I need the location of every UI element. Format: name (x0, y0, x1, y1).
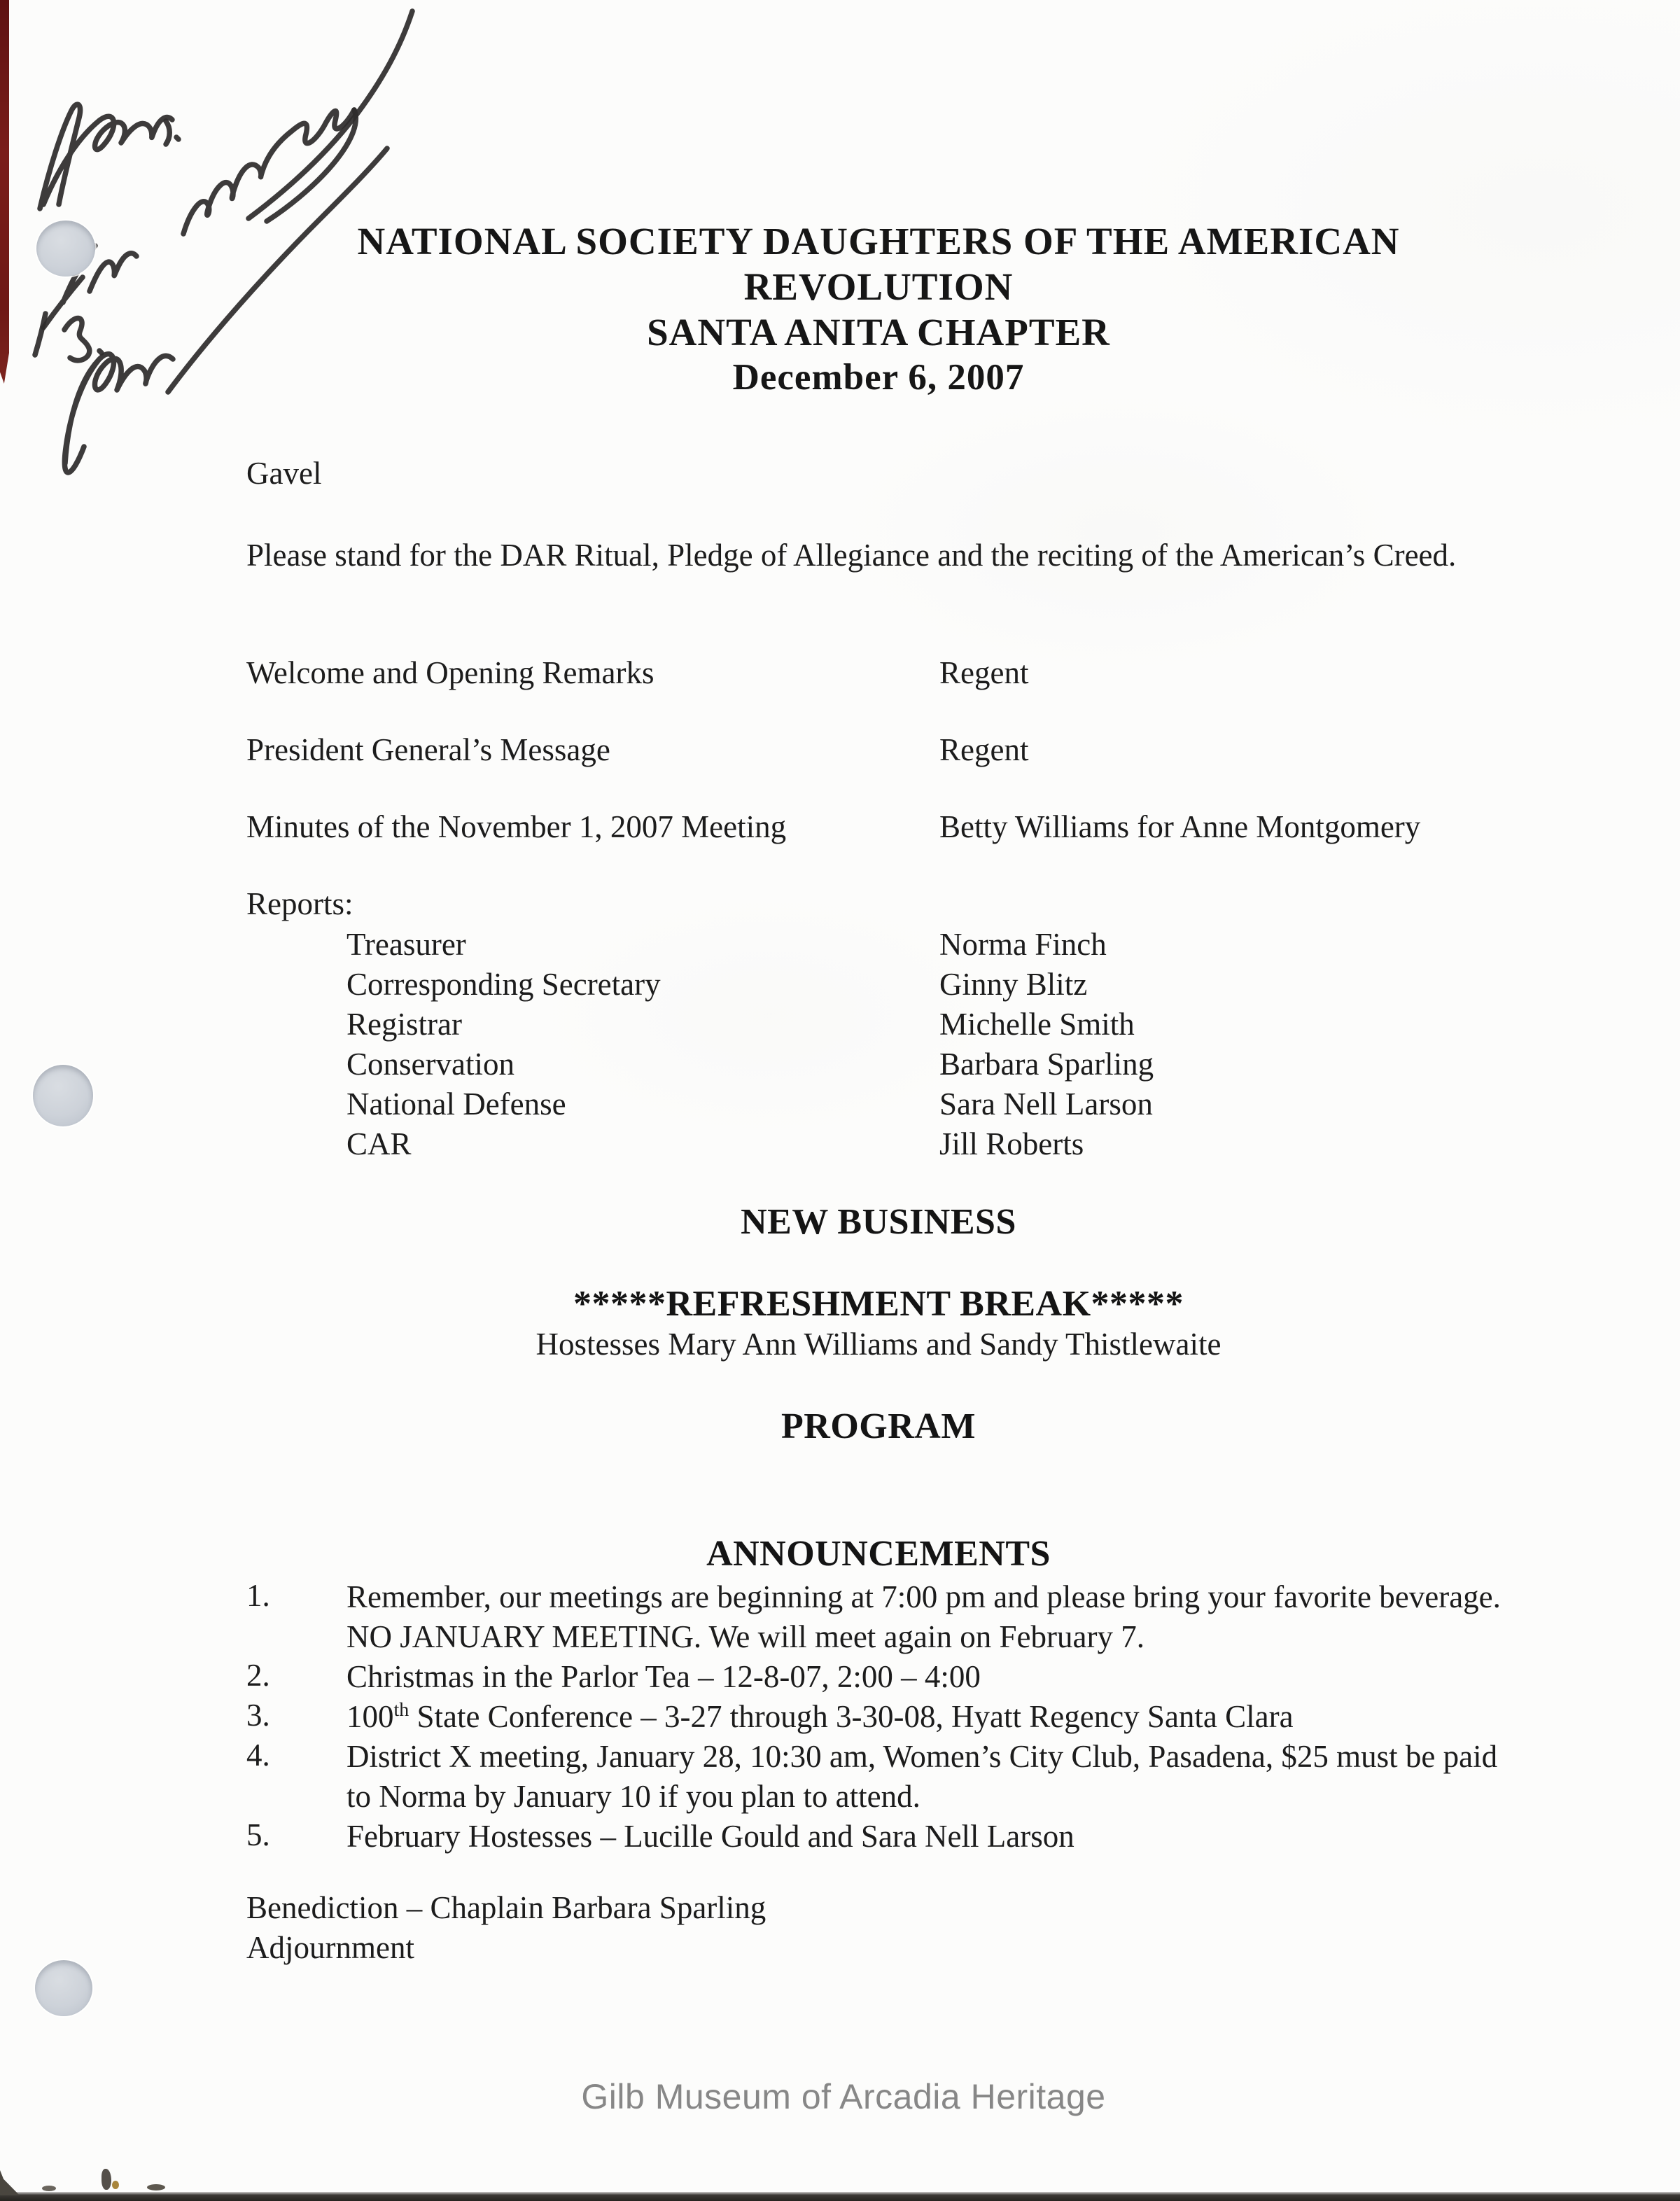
hole-punch-middle (33, 1065, 93, 1126)
title-line-3: SANTA ANITA CHAPTER (647, 311, 1110, 354)
announcement-text: Christmas in the Parlor Tea – 12-8-07, 2:00 – 4:00 (346, 1659, 981, 1694)
announcement-text-prefix: 100 (346, 1699, 394, 1734)
refreshment-break-heading: *****REFRESHMENT BREAK***** (573, 1284, 1184, 1324)
report-presenter: Jill Roberts (939, 1126, 1084, 1161)
handwriting-stroke (90, 253, 136, 291)
report-presenter: Ginny Blitz (939, 967, 1088, 1002)
document-title (238, 218, 1519, 400)
handwriting-stroke (166, 121, 169, 144)
report-role: Conservation (346, 1047, 514, 1082)
announcement-text (346, 1697, 1508, 1737)
benediction-line: Benediction – Chaplain Barbara Sparling (246, 1890, 766, 1925)
gavel-line: Gavel (246, 456, 322, 491)
title-line-1: NATIONAL SOCIETY DAUGHTERS OF THE AMERICAN (357, 220, 1400, 263)
report-presenter: Michelle Smith (939, 1007, 1135, 1042)
report-presenter: Barbara Sparling (939, 1047, 1154, 1082)
agenda-item-label: Welcome and Opening Remarks (246, 655, 654, 690)
report-row (246, 1126, 1540, 1168)
agenda-item-presenter: Regent (939, 655, 1029, 690)
report-row (246, 1006, 1540, 1048)
title-line-2: REVOLUTION (743, 265, 1014, 308)
new-business-heading: NEW BUSINESS (741, 1202, 1016, 1242)
agenda-item-presenter: Regent (939, 732, 1029, 767)
opening-instruction: Please stand for the DAR Ritual, Pledge of Allegiance and the reciting of the American’s Creed. (246, 538, 1457, 573)
announcement-number: 1. (246, 1578, 270, 1613)
announcement-text: Remember, our meetings are beginning at 7:00 pm and please bring your favorite beverage. NO JANUARY MEETING. We will meet again on February 7. (346, 1579, 1501, 1654)
scan-speck (147, 2184, 165, 2190)
reports-heading: Reports: (246, 886, 354, 921)
report-row (246, 1086, 1540, 1128)
report-role: Registrar (346, 1007, 462, 1042)
hole-punch-top (36, 221, 95, 277)
announcement-number: 2. (246, 1658, 270, 1693)
scan-bottom-edge (0, 2192, 1680, 2201)
agenda-row (246, 655, 1540, 697)
announcement-text-superscript: th (393, 1699, 410, 1721)
watermark: Gilb Museum of Arcadia Heritage (581, 2077, 1106, 2116)
announcements-heading: ANNOUNCEMENTS (706, 1534, 1051, 1574)
hole-punch-bottom (35, 1960, 92, 2016)
announcement-text-rest: State Conference – 3-27 through 3-30-08, Hyatt Regency Santa Clara (409, 1699, 1294, 1734)
report-row (246, 966, 1540, 1008)
announcement-text: February Hostesses – Lucille Gould and Sara Nell Larson (346, 1819, 1074, 1854)
program-heading: PROGRAM (781, 1406, 976, 1446)
agenda-item-label: Minutes of the November 1, 2007 Meeting (246, 809, 787, 844)
agenda-row (246, 732, 1540, 774)
handwriting-stroke (40, 104, 178, 209)
report-row (246, 1046, 1540, 1088)
adjournment-line: Adjournment (246, 1930, 414, 1965)
handwriting-stroke (35, 314, 102, 361)
scan-speck (42, 2186, 56, 2191)
announcement-text: District X meeting, January 28, 10:30 am, Women’s City Club, Pasadena, $25 must be paid to Norma by January 10 if you plan to attend. (346, 1739, 1498, 1814)
report-presenter: Sara Nell Larson (939, 1086, 1153, 1122)
report-role: Treasurer (346, 927, 466, 962)
report-role: CAR (346, 1126, 412, 1161)
agenda-row (246, 809, 1540, 851)
agenda-item-presenter: Betty Williams for Anne Montgomery (939, 809, 1421, 844)
announcement-number: 4. (246, 1738, 270, 1773)
report-role: National Defense (346, 1086, 566, 1122)
report-presenter: Norma Finch (939, 927, 1107, 962)
announcement-number: 5. (246, 1817, 270, 1852)
hostesses-line: Hostesses Mary Ann Williams and Sandy Thistlewaite (536, 1327, 1222, 1362)
agenda-item-label: President General’s Message (246, 732, 610, 767)
report-row (246, 926, 1540, 968)
report-role: Corresponding Secretary (346, 967, 661, 1002)
title-date-line: December 6, 2007 (732, 357, 1025, 398)
handwriting-stroke (64, 354, 173, 473)
announcement-number: 3. (246, 1698, 270, 1733)
scan-speck (112, 2181, 119, 2189)
scan-speck (102, 2169, 111, 2190)
